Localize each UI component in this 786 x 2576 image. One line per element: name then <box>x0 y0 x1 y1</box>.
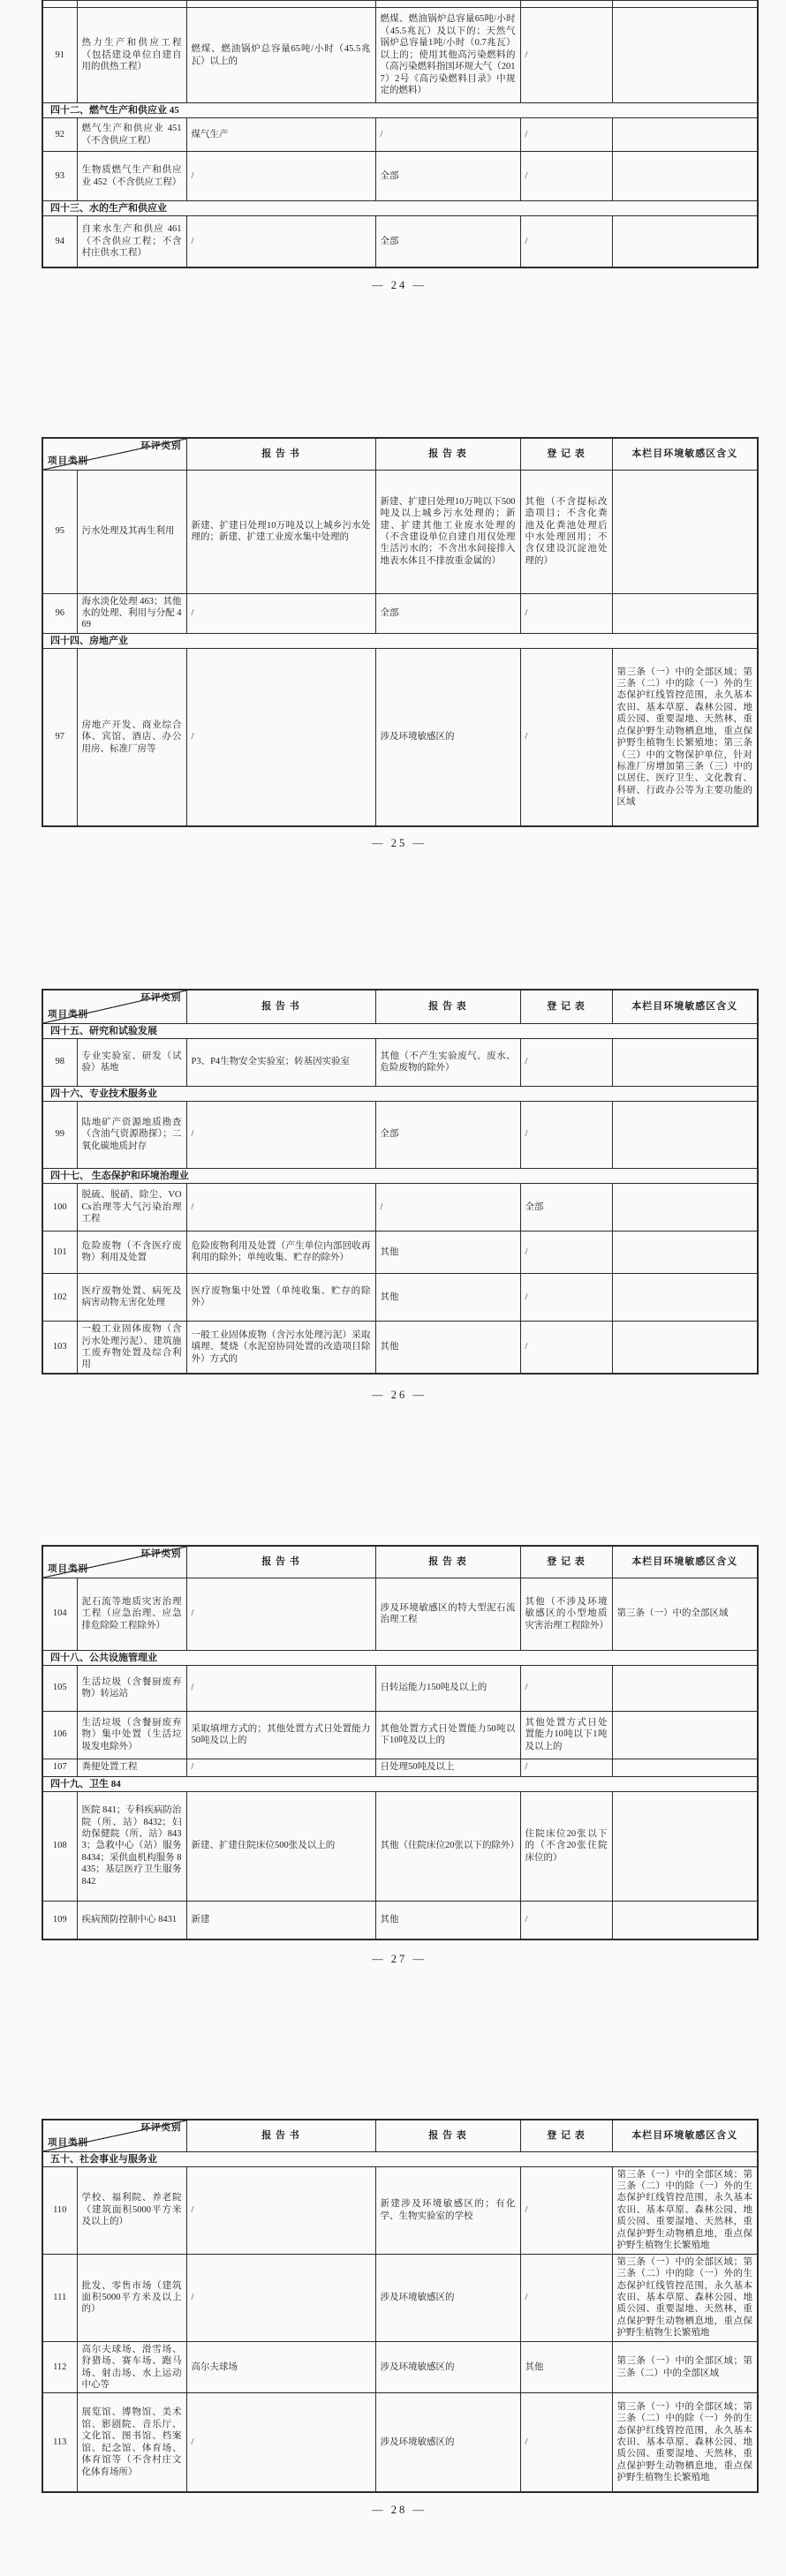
header-report-form: 报 告 表 <box>375 1546 520 1578</box>
cell-report-form: 其他（住院床位20张以下的除外） <box>375 1791 520 1901</box>
cell-category: 自来水生产和供应 461（不含供应工程；不含村庄供水工程） <box>77 216 186 267</box>
cell-report-book: / <box>186 2393 375 2492</box>
cell-report-book: P3、P4生物安全实验室；转基因实验室 <box>186 1038 375 1086</box>
cell-report-book: 新建、扩建日处理10万吨及以上城乡污水处理的；新建、扩建工业废水集中处理的 <box>186 470 375 593</box>
eia-table-page-24 <box>42 0 759 268</box>
cell-empty <box>186 1 375 8</box>
section-title: 四十二、燃气生产和供应业 45 <box>42 103 758 118</box>
cell-no: 98 <box>42 1038 77 1086</box>
table-header-row <box>42 990 758 1023</box>
cell-category: 粪便处置工程 <box>77 1759 186 1776</box>
cell-report-form: 全部 <box>375 1101 520 1168</box>
cell-report-form: 全部 <box>375 152 520 201</box>
header-diagonal-cell <box>42 2120 186 2151</box>
page-number: — 24 — <box>372 279 427 291</box>
cell-category: 生物质燃气生产和供应业 452（不含供应工程） <box>77 152 186 201</box>
section-row <box>42 103 758 118</box>
cell-no: 103 <box>42 1321 77 1374</box>
table-row <box>42 2341 758 2393</box>
table-row <box>42 118 758 152</box>
cell-no: 105 <box>42 1665 77 1711</box>
cell-category: 燃气生产和供应业 451（不含供应工程） <box>77 118 186 152</box>
header-sensitive: 本栏目环境敏感区含义 <box>612 2120 758 2151</box>
cell-sensitive <box>612 470 758 593</box>
header-diagonal-cell <box>42 990 186 1023</box>
header-register: 登 记 表 <box>520 2120 612 2151</box>
table-row <box>42 1038 758 1086</box>
cell-report-book: / <box>186 1759 375 1776</box>
cell-report-book: / <box>186 1101 375 1168</box>
section-title: 四十四、房地产业 <box>42 633 758 648</box>
eia-table-page-26 <box>42 989 759 1375</box>
cell-report-book: 采取填埋方式的；其他处置方式日处置能力50吨及以上的 <box>186 1711 375 1759</box>
cell-sensitive <box>612 1321 758 1374</box>
header-category-label: 项目类别 <box>48 1564 88 1575</box>
header-report-book: 报 告 书 <box>186 438 375 470</box>
cell-report-form: 涉及环境敏感区的 <box>375 2254 520 2341</box>
page-number: — 26 — <box>372 1389 427 1401</box>
cell-sensitive <box>612 593 758 633</box>
header-sensitive: 本栏目环境敏感区含义 <box>612 990 758 1023</box>
cell-report-form: 涉及环境敏感区的 <box>375 2341 520 2393</box>
section-title: 四十六、专业技术服务业 <box>42 1086 758 1101</box>
cell-no: 109 <box>42 1901 77 1940</box>
cell-register: / <box>520 8 612 103</box>
cell-register: / <box>520 1231 612 1273</box>
cell-report-book: 煤气生产 <box>186 118 375 152</box>
table-row <box>42 1711 758 1759</box>
table-row <box>42 1231 758 1273</box>
table-row <box>42 2166 758 2254</box>
cell-register: / <box>520 1759 612 1776</box>
cell-no: 101 <box>42 1231 77 1273</box>
cell-report-book: / <box>186 216 375 267</box>
cell-register: / <box>520 1101 612 1168</box>
table-row <box>42 2393 758 2492</box>
section-row <box>42 1023 758 1038</box>
cell-report-form: 日处理50吨及以上 <box>375 1759 520 1776</box>
cell-register: / <box>520 2254 612 2341</box>
cell-sensitive <box>612 8 758 103</box>
cell-category: 医疗废物处置、病死及病害动物无害化处理 <box>77 1273 186 1321</box>
table-row <box>42 1101 758 1168</box>
cell-register: / <box>520 648 612 826</box>
cell-no: 111 <box>42 2254 77 2341</box>
cell-report-form: 其他 <box>375 1273 520 1321</box>
cell-register: / <box>520 1273 612 1321</box>
cell-report-form: 其他（不产生实验废气、废水、危险废物的除外） <box>375 1038 520 1086</box>
cell-report-form: 其他 <box>375 1321 520 1374</box>
header-diagonal-cell <box>42 438 186 470</box>
cell-register: / <box>520 1321 612 1374</box>
section-row <box>42 1086 758 1101</box>
cell-empty <box>77 1 186 8</box>
cell-report-book: / <box>186 1665 375 1711</box>
cell-empty <box>612 1 758 8</box>
cell-category: 疾病预防控制中心 8431 <box>77 1901 186 1940</box>
cell-no: 96 <box>42 593 77 633</box>
cell-no: 112 <box>42 2341 77 2393</box>
cell-no: 91 <box>42 8 77 103</box>
cell-category: 泥石流等地质灾害治理工程（应急治理、应急排危除险工程除外） <box>77 1578 186 1650</box>
header-eia-label: 环评类别 <box>140 993 182 1003</box>
table-row <box>42 1759 758 1776</box>
cell-no: 104 <box>42 1578 77 1650</box>
cell-category: 批发、零售市场（建筑面积5000平方米及以上的） <box>77 2254 186 2341</box>
cell-sensitive <box>612 118 758 152</box>
cell-no: 95 <box>42 470 77 593</box>
page-28 <box>42 2119 757 2516</box>
header-eia-label: 环评类别 <box>140 441 182 451</box>
cell-report-form: 涉及环境敏感区的 <box>375 648 520 826</box>
cell-sensitive <box>612 216 758 267</box>
cell-register: 全部 <box>520 1183 612 1231</box>
section-title: 四十五、研究和试验发展 <box>42 1023 758 1038</box>
cell-sensitive <box>612 1759 758 1776</box>
table-row <box>42 1321 758 1374</box>
cell-report-form: 燃煤、燃油锅炉总容量65吨/小时（45.5兆瓦）及以下的；天然气锅炉总容量1吨/小时（0.7兆瓦）以上的；使用其他高污染燃料的（高污染燃料指国环规大气（2017）2号《高污染燃料目录》中规定的燃料） <box>375 8 520 103</box>
header-diagonal-cell <box>42 1546 186 1578</box>
cell-register: / <box>520 2393 612 2492</box>
section-row <box>42 1776 758 1791</box>
table-row-partial <box>42 1 758 8</box>
table-row <box>42 1665 758 1711</box>
table-row <box>42 1273 758 1321</box>
cell-no: 113 <box>42 2393 77 2492</box>
cell-register: / <box>520 1901 612 1940</box>
cell-no: 92 <box>42 118 77 152</box>
page-number: — 25 — <box>372 837 427 849</box>
cell-category: 生活垃圾（含餐厨废弃物）转运站 <box>77 1665 186 1711</box>
page-25 <box>42 437 757 849</box>
table-row <box>42 8 758 103</box>
page-number: — 28 — <box>372 2504 427 2516</box>
header-report-book: 报 告 书 <box>186 2120 375 2151</box>
cell-report-book: 一般工业固体废物（含污水处理污泥）采取填埋、焚烧（水泥窑协同处置的改造项目除外）方式的 <box>186 1321 375 1374</box>
cell-report-form: 全部 <box>375 593 520 633</box>
section-title: 四十九、卫生 84 <box>42 1776 758 1791</box>
table-row <box>42 470 758 593</box>
cell-category: 海水淡化处理 463；其他水的处理、利用与分配 469 <box>77 593 186 633</box>
cell-report-form: 日转运能力150吨及以上的 <box>375 1665 520 1711</box>
cell-report-form: / <box>375 1183 520 1231</box>
cell-no: 94 <box>42 216 77 267</box>
cell-report-book: / <box>186 1578 375 1650</box>
header-report-form: 报 告 表 <box>375 438 520 470</box>
cell-register: / <box>520 1665 612 1711</box>
cell-report-book: / <box>186 1183 375 1231</box>
cell-category: 陆地矿产资源地质勘查（含油气资源勘探）；二氧化碳地质封存 <box>77 1101 186 1168</box>
cell-category: 高尔夫球场、滑雪场、狩猎场、赛车场、跑马场、射击场、水上运动中心等 <box>77 2341 186 2393</box>
cell-no: 93 <box>42 152 77 201</box>
cell-report-book: / <box>186 2254 375 2341</box>
section-title: 五十、社会事业与服务业 <box>42 2151 758 2166</box>
cell-category: 污水处理及其再生利用 <box>77 470 186 593</box>
cell-sensitive <box>612 1665 758 1711</box>
cell-register: 其他 <box>520 2341 612 2393</box>
cell-category: 生活垃圾（含餐厨废弃物）集中处置（生活垃圾发电除外） <box>77 1711 186 1759</box>
table-header-row <box>42 1546 758 1578</box>
section-row <box>42 1168 758 1183</box>
cell-sensitive: 第三条（一）中的全部区域 <box>612 1578 758 1650</box>
cell-register: 其他（不含提标改造项目；不含化粪池及化粪池处理后中水处理回用；不含仅建设沉淀池处理的） <box>520 470 612 593</box>
cell-report-form: 其他 <box>375 1231 520 1273</box>
table-row <box>42 1791 758 1901</box>
table-row <box>42 2254 758 2341</box>
header-sensitive: 本栏目环境敏感区含义 <box>612 438 758 470</box>
cell-report-book: 新建、扩建住院床位500张及以上的 <box>186 1791 375 1901</box>
table-header-row <box>42 438 758 470</box>
cell-no: 110 <box>42 2166 77 2254</box>
cell-register: / <box>520 216 612 267</box>
cell-register: / <box>520 2166 612 2254</box>
page-number: — 27 — <box>372 1953 427 1965</box>
cell-category: 展览馆、博物馆、美术馆、影剧院、音乐厅、文化馆、图书馆、档案馆、纪念馆、体育场、体育馆等（不含村庄文化体育场所） <box>77 2393 186 2492</box>
cell-sensitive <box>612 1231 758 1273</box>
header-eia-label: 环评类别 <box>140 1549 182 1559</box>
cell-report-form: 其他处置方式日处置能力50吨以下10吨及以上的 <box>375 1711 520 1759</box>
cell-register: / <box>520 152 612 201</box>
table-row <box>42 152 758 201</box>
cell-report-form: 涉及环境敏感区的特大型泥石流治理工程 <box>375 1578 520 1650</box>
cell-report-book: 燃煤、燃油锅炉总容量65吨/小时（45.5兆瓦）以上的 <box>186 8 375 103</box>
cell-sensitive <box>612 1101 758 1168</box>
cell-no: 107 <box>42 1759 77 1776</box>
cell-report-form: 其他 <box>375 1901 520 1940</box>
cell-report-book: 医疗废物集中处置（单纯收集、贮存的除外） <box>186 1273 375 1321</box>
cell-sensitive: 第三条（一）中的全部区域；第三条（二）中的全部区域 <box>612 2341 758 2393</box>
cell-report-form: 全部 <box>375 216 520 267</box>
cell-empty <box>520 1 612 8</box>
cell-category: 一般工业固体废物（含污水处理污泥）、建筑施工废弃物处置及综合利用 <box>77 1321 186 1374</box>
cell-category: 学校、福利院、养老院（建筑面积5000平方米及以上的） <box>77 2166 186 2254</box>
cell-no: 106 <box>42 1711 77 1759</box>
cell-category: 房地产开发、商业综合体、宾馆、酒店、办公用房、标准厂房等 <box>77 648 186 826</box>
cell-sensitive <box>612 1183 758 1231</box>
cell-register: 其他处置方式日处置能力10吨以下1吨及以上的 <box>520 1711 612 1759</box>
page-26 <box>42 989 757 1401</box>
header-report-book: 报 告 书 <box>186 1546 375 1578</box>
eia-table-page-27 <box>42 1545 759 1940</box>
cell-category: 热力生产和供应工程（包括建设单位自建自用的供热工程） <box>77 8 186 103</box>
table-header-row <box>42 2120 758 2151</box>
cell-sensitive <box>612 1791 758 1901</box>
cell-category: 医院 841；专科疾病防治院（所、站）8432；妇幼保健院（所、站）8433；急救中心（站）服务 8434；采供血机构服务 8435；基层医疗卫生服务 842 <box>77 1791 186 1901</box>
cell-sensitive <box>612 152 758 201</box>
header-report-form: 报 告 表 <box>375 990 520 1023</box>
cell-no: 99 <box>42 1101 77 1168</box>
cell-sensitive: 第三条（一）中的全部区域；第三条（二）中的除（一）外的生态保护红线管控范围，永久基本农田、基本草原、森林公园、地质公园、重要湿地、天然林，重点保护野生动物栖息地，重点保护野生植物生长繁殖地；第三条（三）中的文物保护单位，针对标准厂房增加第三条（三）中的以居住、医疗卫生、文化教育、科研、行政办公等为主要功能的区域 <box>612 648 758 826</box>
section-row <box>42 201 758 216</box>
cell-register: 其他（不涉及环境敏感区的小型地质灾害治理工程除外） <box>520 1578 612 1650</box>
section-row <box>42 2151 758 2166</box>
eia-table-page-25 <box>42 437 759 827</box>
cell-no: 108 <box>42 1791 77 1901</box>
cell-sensitive: 第三条（一）中的全部区域；第三条（二）中的除（一）外的生态保护红线管控范围，永久基本农田、基本草原、森林公园、地质公园、重要湿地、天然林，重点保护野生动物栖息地，重点保护野生植物生长繁殖地 <box>612 2393 758 2492</box>
cell-report-book: / <box>186 152 375 201</box>
header-register: 登 记 表 <box>520 1546 612 1578</box>
cell-category: 专业实验室、研发（试验）基地 <box>77 1038 186 1086</box>
table-row <box>42 1578 758 1650</box>
cell-no: 100 <box>42 1183 77 1231</box>
header-category-label: 项目类别 <box>48 1010 88 1021</box>
table-row <box>42 1183 758 1231</box>
cell-category: 脱硫、脱硝、除尘、VOCs治理等大气污染治理工程 <box>77 1183 186 1231</box>
eia-table-page-28 <box>42 2119 759 2493</box>
table-row <box>42 593 758 633</box>
cell-no: 102 <box>42 1273 77 1321</box>
cell-sensitive: 第三条（一）中的全部区域；第三条（二）中的除（一）外的生态保护红线管控范围，永久基本农田、基本草原、森林公园、地质公园、重要湿地、天然林，重点保护野生动物栖息地，重点保护野生植物生长繁殖地 <box>612 2254 758 2341</box>
cell-report-book: / <box>186 2166 375 2254</box>
table-row <box>42 1901 758 1940</box>
cell-empty <box>375 1 520 8</box>
cell-empty <box>42 1 77 8</box>
header-category-label: 项目类别 <box>48 456 88 467</box>
cell-report-book: / <box>186 648 375 826</box>
section-row <box>42 633 758 648</box>
cell-register: / <box>520 1038 612 1086</box>
header-register: 登 记 表 <box>520 438 612 470</box>
cell-register: 住院床位20张以下的（不含20张住院床位的） <box>520 1791 612 1901</box>
cell-report-book: / <box>186 593 375 633</box>
cell-report-form: / <box>375 118 520 152</box>
cell-sensitive <box>612 1273 758 1321</box>
cell-report-form: 涉及环境敏感区的 <box>375 2393 520 2492</box>
header-report-book: 报 告 书 <box>186 990 375 1023</box>
section-title: 四十七、 生态保护和环境治理业 <box>42 1168 758 1183</box>
cell-sensitive <box>612 1038 758 1086</box>
header-eia-label: 环评类别 <box>140 2123 182 2133</box>
cell-report-form: 新建涉及环境敏感区的；有化学、生物实验室的学校 <box>375 2166 520 2254</box>
cell-report-book: 危险废物利用及处置（产生单位内部回收再利用的除外；单纯收集、贮存的除外） <box>186 1231 375 1273</box>
cell-sensitive <box>612 1901 758 1940</box>
cell-no: 97 <box>42 648 77 826</box>
section-row <box>42 1650 758 1665</box>
header-category-label: 项目类别 <box>48 2138 88 2149</box>
cell-report-book: 高尔夫球场 <box>186 2341 375 2393</box>
cell-report-form: 新建、扩建日处理10万吨以下500吨及以上城乡污水处理的；新建、扩建其他工业废水处理的（不含建设单位自建自用仅处理生活污水的；不含出水间接排入地表水体且不排放重金属的） <box>375 470 520 593</box>
header-report-form: 报 告 表 <box>375 2120 520 2151</box>
page-27 <box>42 1545 757 1965</box>
table-row <box>42 216 758 267</box>
cell-report-book: 新建 <box>186 1901 375 1940</box>
section-title: 四十三、水的生产和供应业 <box>42 201 758 216</box>
table-row <box>42 648 758 826</box>
cell-sensitive: 第三条（一）中的全部区域；第三条（二）中的除（一）外的生态保护红线管控范围，永久基本农田、基本草原、森林公园、地质公园、重要湿地、天然林，重点保护野生动物栖息地，重点保护野生植物生长繁殖地 <box>612 2166 758 2254</box>
cell-register: / <box>520 593 612 633</box>
header-sensitive: 本栏目环境敏感区含义 <box>612 1546 758 1578</box>
section-title: 四十八、公共设施管理业 <box>42 1650 758 1665</box>
page-24 <box>42 0 757 291</box>
cell-register: / <box>520 118 612 152</box>
cell-category: 危险废物（不含医疗废物）利用及处置 <box>77 1231 186 1273</box>
header-register: 登 记 表 <box>520 990 612 1023</box>
cell-sensitive <box>612 1711 758 1759</box>
